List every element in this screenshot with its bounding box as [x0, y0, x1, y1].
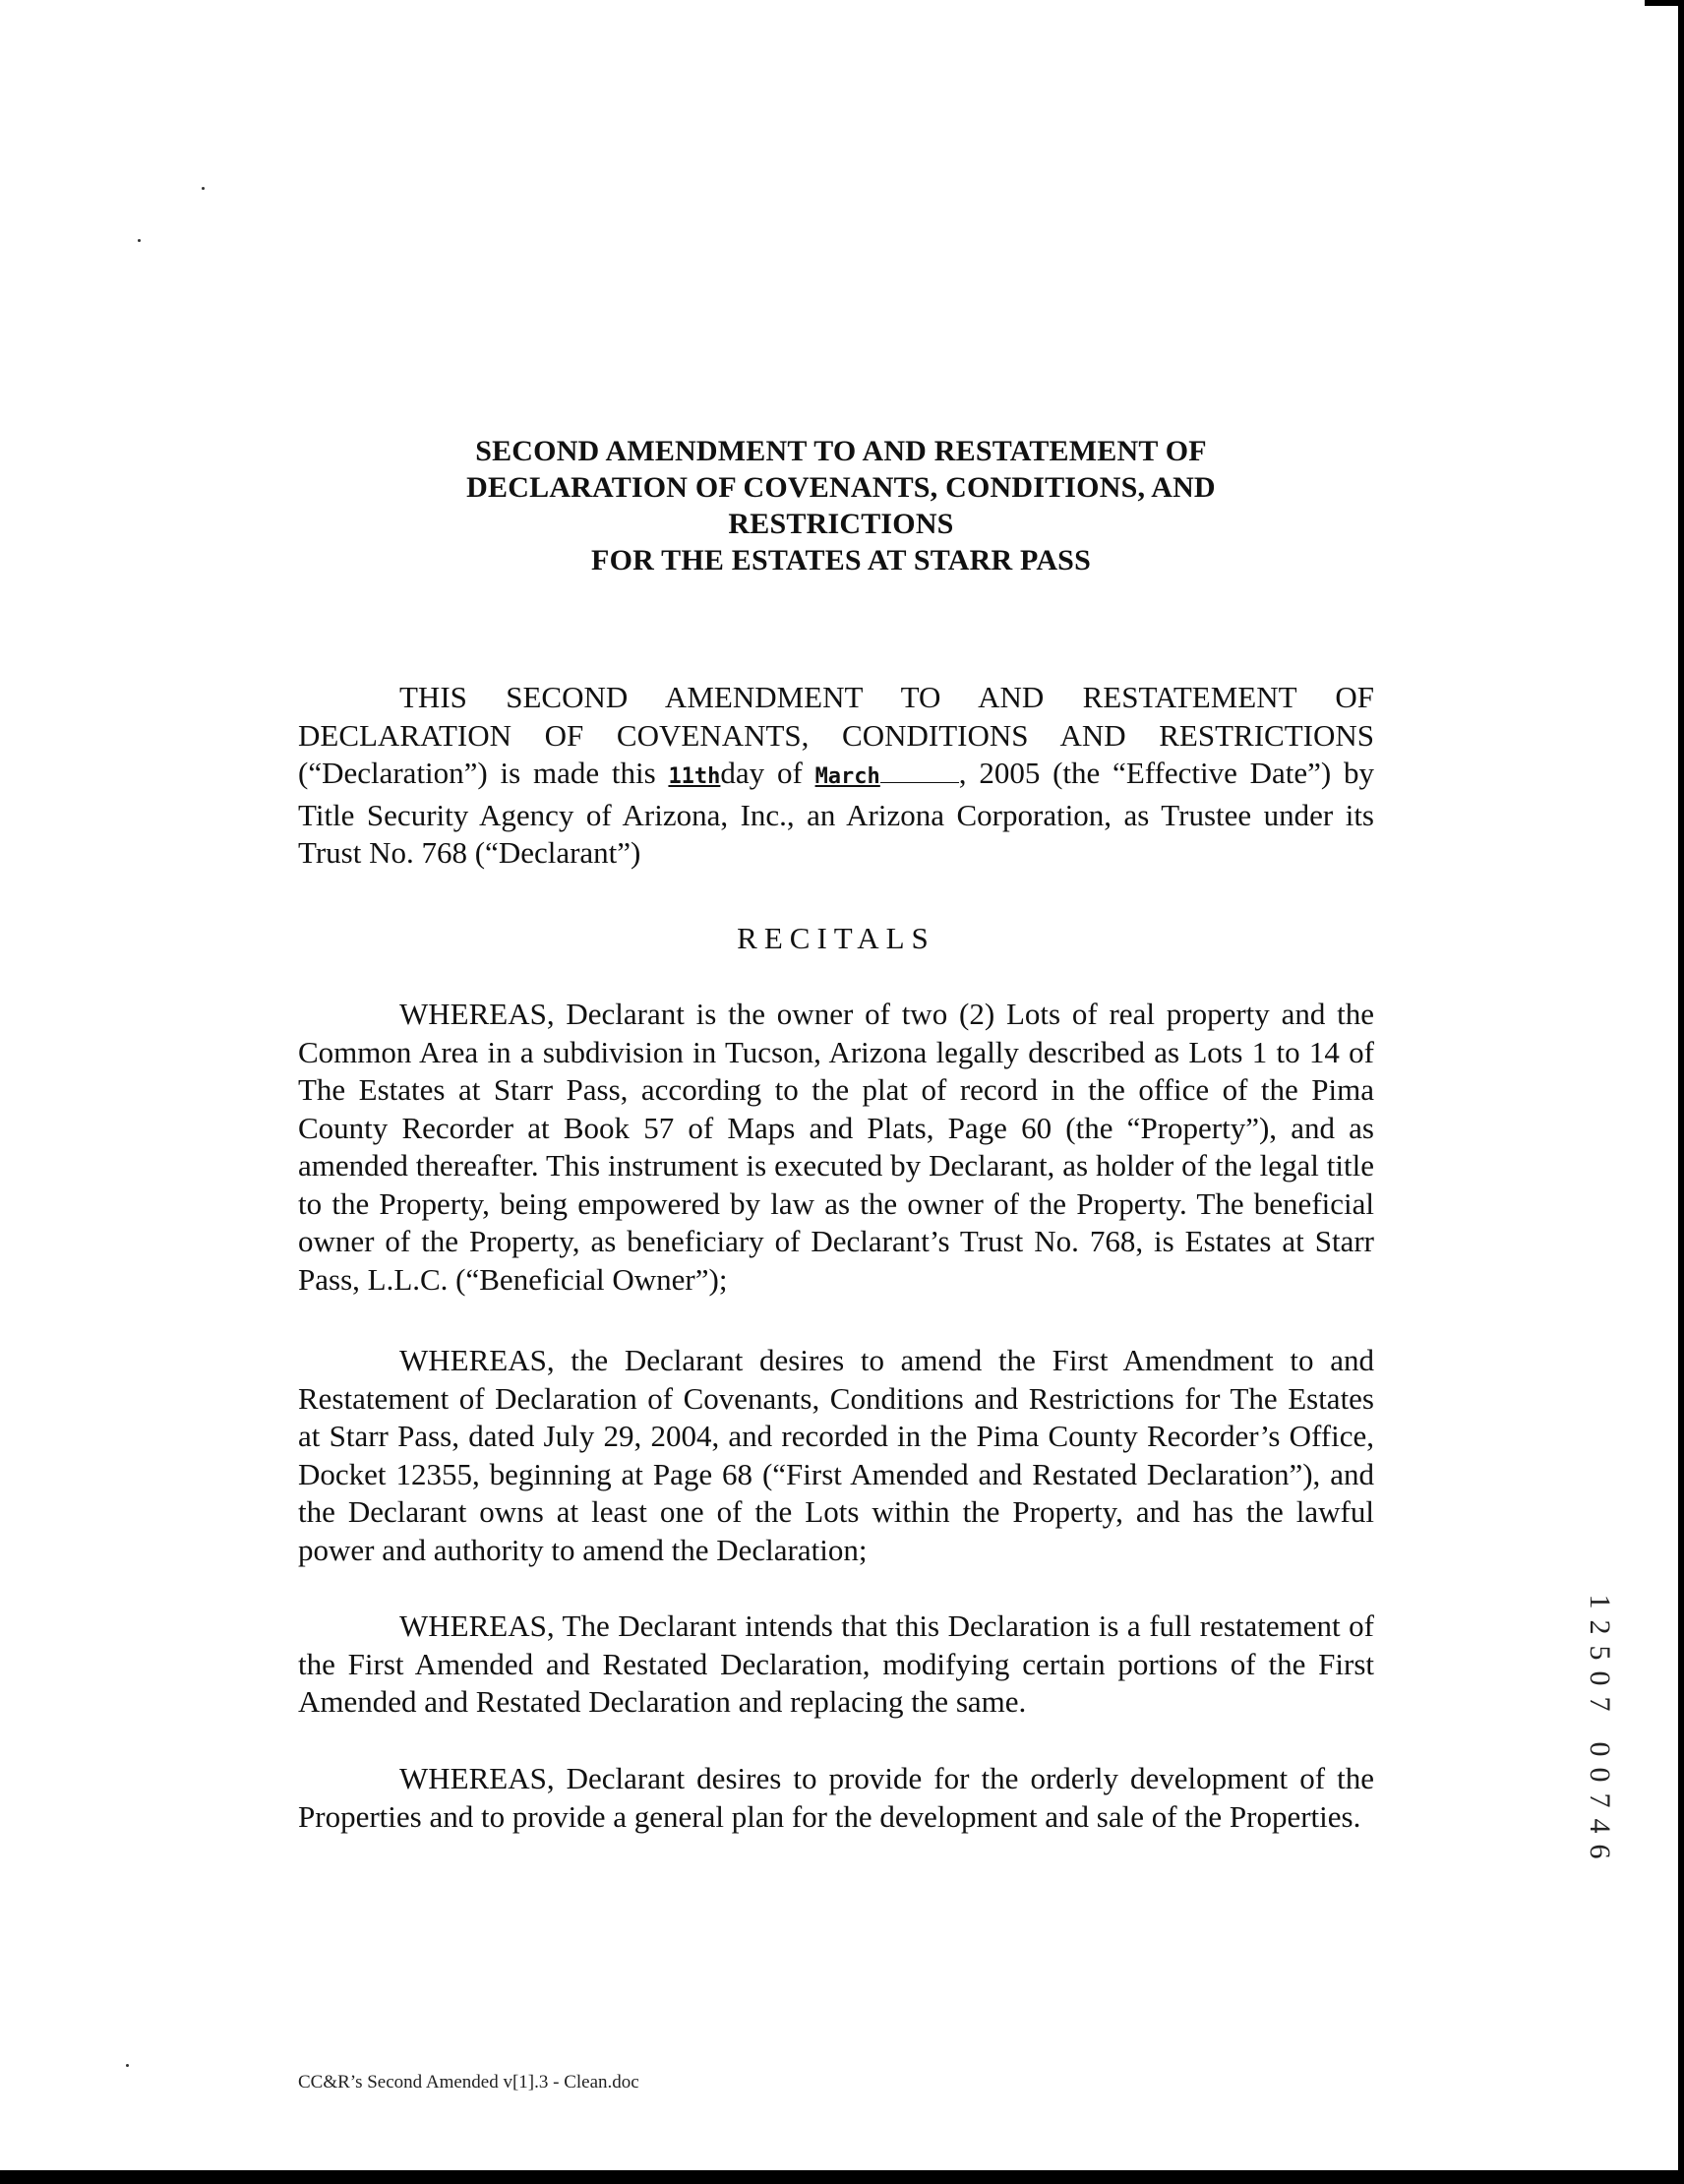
- docket-digit: 5: [1584, 1645, 1616, 1661]
- docket-digit: 1: [1584, 1594, 1616, 1609]
- scan-speck: [202, 187, 205, 190]
- recital-paragraph: WHEREAS, Declarant is the owner of two (2) Lots of real property and the Common Area in a subdivision in Tucson, Arizona legally described as Lots 1 to 14 of The Estates at Starr Pass, according to the plat of record in the office of the Pima County Recorder at Book 57 of Maps and Plats, Page 60 (the “Property”), and as amended thereafter. This instrument is executed by Declarant, as holder of the legal title to the Property, being empowered by law as the owner of the Property. The beneficial owner of the Property, as beneficiary of Declarant’s Trust No. 768, is Estates at Starr Pass, L.L.C. (“Beneficial Owner”);: [298, 997, 1374, 1297]
- recital-paragraph: WHEREAS, Declarant desires to provide for the orderly development of the Properties and to provide a general plan for the development and sale of the Properties.: [298, 1761, 1374, 1834]
- scan-edge-top: [1645, 0, 1684, 6]
- scan-edge-bottom: [0, 2170, 1684, 2184]
- title-line: FOR THE ESTATES AT STARR PASS: [591, 544, 1091, 576]
- page-digit: 0: [1584, 1767, 1616, 1783]
- page-digit: 7: [1584, 1792, 1616, 1808]
- scan-speck: [138, 239, 141, 242]
- docket-digit: 0: [1584, 1670, 1616, 1686]
- scan-edge-right: [1678, 0, 1684, 2184]
- page-digit: 6: [1584, 1844, 1616, 1859]
- docket-digit: 7: [1584, 1696, 1616, 1712]
- title-line: DECLARATION OF COVENANTS, CONDITIONS, AND: [466, 471, 1216, 504]
- docket-digit: 2: [1584, 1619, 1616, 1635]
- month-fill-field: March: [814, 764, 880, 789]
- month-blank-line: [880, 760, 959, 783]
- page-digit: 0: [1584, 1741, 1616, 1757]
- intro-text: THIS SECOND AMENDMENT TO AND RESTATEMENT OF DECLARATION OF COVENANTS, CONDITIONS AND RESTRICTIONS (“Declaration”) is made this: [298, 680, 1374, 790]
- recitals-heading: RECITALS: [737, 921, 935, 955]
- day-fill-field: 11th: [668, 764, 721, 789]
- scan-speck: [126, 2064, 129, 2067]
- title-line: SECOND AMENDMENT TO AND RESTATEMENT OF: [475, 435, 1207, 467]
- recorder-docket-page-number: [1585, 1589, 1614, 1864]
- intro-paragraph: [298, 679, 1374, 873]
- recital-paragraph: WHEREAS, The Declarant intends that this Declaration is a full restatement of the First Amended and Restated Declaration, modifying certain portions of the First Amended and Restated Declaration and replacing the same.: [298, 1608, 1374, 1719]
- document-footer: CC&R’s Second Amended v[1].3 - Clean.doc: [298, 2072, 639, 2093]
- document-title: [295, 433, 1387, 578]
- intro-text: day of: [720, 756, 815, 790]
- intro-text: , 2005 (the “Effective Date”) by Title Security Agency of Arizona, Inc., an Arizona Corporation, as Trustee under its Trust No. 768 (“Declarant”): [298, 756, 1374, 870]
- title-line: RESTRICTIONS: [728, 508, 954, 540]
- recital-paragraph: WHEREAS, the Declarant desires to amend the First Amendment to and Restatement of Declaration of Covenants, Conditions and Restrictions for The Estates at Starr Pass, dated July 29, 2004, and recorded in the Pima County Recorder’s Office, Docket 12355, beginning at Page 68 (“First Amended and Restated Declaration”), and the Declarant owns at least one of the Lots within the Property, and has the lawful power and authority to amend the Declaration;: [298, 1343, 1374, 1567]
- page-digit: 4: [1584, 1818, 1616, 1834]
